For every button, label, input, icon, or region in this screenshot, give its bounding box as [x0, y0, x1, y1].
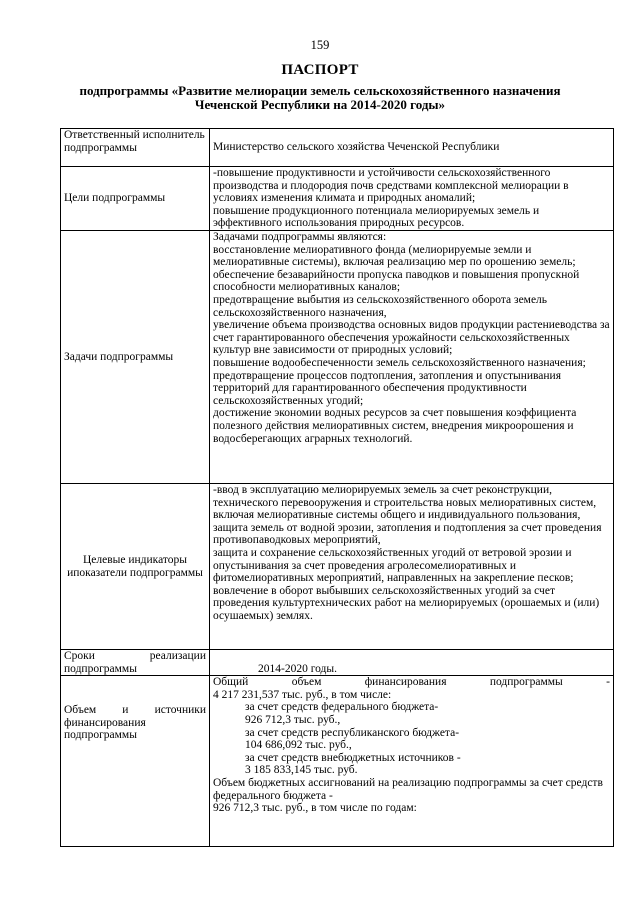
tasks-line: восстановление мелиоративного фонда (мелиорируемые земли и мелиоративные системы), включая реализацию мер по орошению земель; — [213, 243, 576, 269]
responsible-value: Министерство сельского хозяйства Чеченской Республики — [210, 129, 614, 167]
table-row-indicators — [61, 484, 614, 650]
goals-label: Цели подпрограммы — [61, 167, 210, 231]
term-label — [61, 650, 210, 676]
finance-allocations-line: Объем бюджетных ассигнований на реализацию подпрограммы за счет средств федерального бюджета - — [213, 776, 603, 802]
tasks-line: предотвращение процессов подтопления, затопления и опустынивания территорий для гарантированного обеспечения продуктивности сельскохозяйственных угодий; — [213, 369, 561, 407]
tasks-line: обеспечение безаварийности пропуска паводков и повышения пропускной способности мелиоративных каналов; — [213, 268, 580, 294]
indicators-line: вовлечение в оборот выбывших сельскохозяйственных угодий за счет проведения культуртехнических работ на мелиорируемых (орошаемых и (или) осушаемых) землях. — [213, 584, 600, 622]
tasks-value — [210, 231, 614, 484]
finance-allocations-value: 926 712,3 тыс. руб., в том числе по годам: — [213, 802, 417, 815]
tasks-line: Задачами подпрограммы являются: — [213, 231, 387, 243]
tasks-label: Задачи подпрограммы — [61, 231, 210, 484]
table-row-tasks — [61, 231, 614, 484]
tasks-line: увеличение объема производства основных видов продукции растениеводства за счет гарантированного обеспечения урожайности сельскохозяйственных культур вне зависимости от природных условий; — [213, 319, 610, 357]
finance-offbudget-value: 3 185 833,145 тыс. руб. — [245, 764, 358, 777]
finance-total-value: 4 217 231,537 тыс. руб., в том числе: — [213, 688, 392, 701]
indicators-label: Целевые индикаторы ипоказатели подпрограммы — [61, 484, 210, 650]
table-row-goals — [61, 167, 614, 231]
document-title: ПАСПОРТ — [281, 62, 359, 78]
finance-republic-label: за счет средств республиканского бюджета- — [245, 726, 460, 739]
finance-total-line: Общий объем финансирования подпрограммы - — [213, 676, 610, 689]
table-row-term — [61, 650, 614, 676]
goals-value — [210, 167, 614, 231]
indicators-line: защита и сохранение сельскохозяйственных угодий от ветровой эрозии и опустынивания за счет проведения агролесомелиоративных и фитомелиоративных мероприятий, направленных на закрепление песков; — [213, 546, 574, 585]
finance-value — [210, 676, 614, 847]
indicators-value — [210, 484, 614, 650]
finance-republic-value: 104 686,092 тыс. руб., — [245, 739, 352, 752]
goals-line: повышение продукционного потенциала мелиорируемых земель и эффективного использования природных ресурсов. — [213, 204, 540, 230]
finance-federal-value: 926 712,3 тыс. руб., — [245, 713, 341, 726]
document-subtitle: подпрограммы «Развитие мелиорации земель сельскохозяйственного назначения Чеченской Республики на 2014-2020 годы» — [79, 83, 561, 112]
finance-label — [61, 676, 210, 847]
indicators-line: защита земель от водной эрозии, затопления и подтопления за счет проведения противопаводковых мероприятий, — [213, 521, 602, 547]
tasks-line: предотвращение выбытия из сельскохозяйственного оборота земель сельскохозяйственного назначения, — [213, 293, 548, 319]
tasks-line: повышение водообеспеченности земель сельскохозяйственного назначения; — [213, 356, 586, 369]
responsible-label: Ответственный исполнитель подпрограммы — [61, 129, 210, 167]
finance-label-text: Объем и источники финансирования подпрограммы — [64, 704, 206, 742]
tasks-line: достижение экономии водных ресурсов за счет повышения коэффициента полезного действия мелиоративных систем, внедрения микроорошения и водосберегающих аграрных технологий. — [213, 407, 577, 445]
term-value: 2014-2020 годы. — [210, 650, 614, 676]
finance-offbudget-label: за счет средств внебюджетных источников - — [245, 751, 461, 764]
indicators-line: -ввод в эксплуатацию мелиорируемых земель за счет реконструкции, технического перевооружения и строительства новых мелиоративных систем, включая мелиоративные системы общего и индивидуального пользования, — [213, 484, 597, 522]
finance-federal-label: за счет средств федерального бюджета- — [245, 701, 439, 714]
table-row-finance — [61, 676, 614, 847]
passport-table — [60, 128, 614, 847]
table-row-responsible — [61, 129, 614, 167]
page-number: 159 — [310, 38, 330, 52]
term-label-text: Сроки реализации подпрограммы — [64, 650, 206, 675]
goals-line: -повышение продуктивности и устойчивости сельскохозяйственного производства и плодородия почв средствами комплексной мелиорации в условиях изменения климата и природных аномалий; — [213, 167, 569, 205]
